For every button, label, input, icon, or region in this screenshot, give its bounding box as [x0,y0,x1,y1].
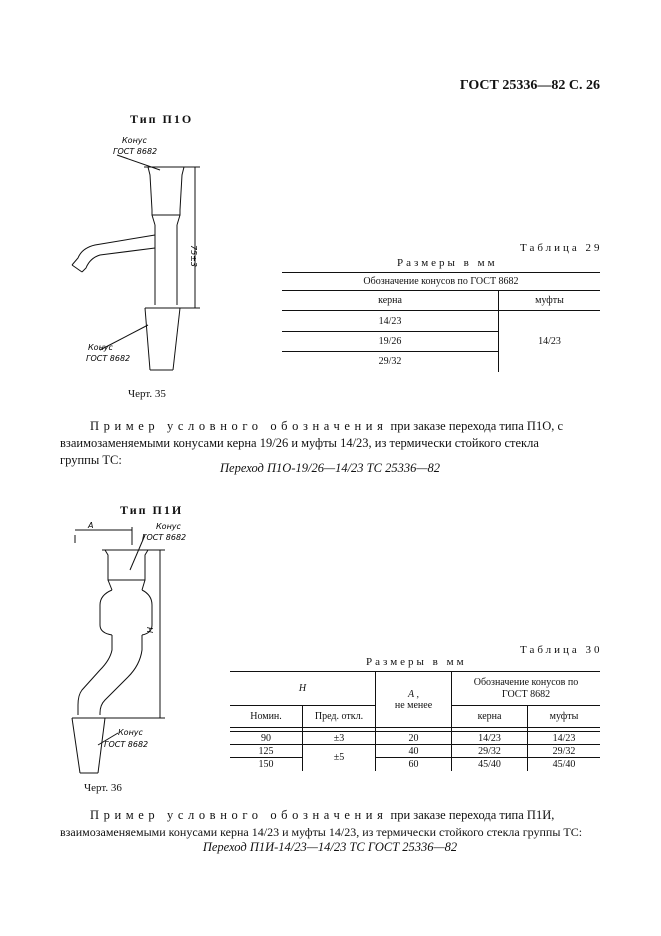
figure-caption-35: Черт. 35 [128,388,166,400]
drawing2-dim-a: A [88,521,94,530]
example-text-2b: взаимозаменяемыми конусами керна 14/23 и муфты 14/23, из термически стойкого стекла группы ТС: [60,825,583,839]
page-header: ГОСТ 25336—82 С. 26 [459,78,600,93]
example-text-1c: группы ТС: [60,453,122,467]
table-30 [230,671,600,771]
table-30-h-header: H [230,672,376,706]
example-text-2a: при заказе перехода типа П1И, [387,808,555,822]
table-30-col-kerna: керна [452,706,528,728]
drawing2-label-top-2: ГОСТ 8682 [142,533,187,542]
table-30-r2-kerna: 45/40 [452,758,528,771]
table-30-r1-a: 40 [376,745,452,758]
drawing1-label-top-1: Конус [122,136,147,145]
table-30-r0-kerna: 14/23 [452,732,528,745]
table-29-col-mufty: муфты [499,291,601,311]
table-30-col-mufty: муфты [528,706,601,728]
table-29-kerna-2: 29/32 [282,352,499,372]
table-30-title: Таблица 30 [520,644,603,656]
table-30-r0-a: 20 [376,732,452,745]
example-paragraph-2 [60,807,600,841]
designation-1: Переход П1О-19/26—14/23 ТС 25336—82 [220,461,440,475]
table-30-r2-a: 60 [376,758,452,771]
table-30-r1-nom: 125 [230,745,303,758]
table-29-kerna-0: 14/23 [282,311,499,332]
table-30-r0-nom: 90 [230,732,303,745]
table-30-col-nom: Номин. [230,706,303,728]
drawing-p1o [60,130,220,380]
table-29 [282,272,600,372]
table-row [230,745,600,758]
table-30-a-header-2: не менее [394,699,433,711]
table-30-r0-pred: ±3 [303,732,376,745]
table-30-r1-pred: ±5 [303,745,376,771]
table-30-r2-nom: 150 [230,758,303,771]
drawing1-label-bottom-2: ГОСТ 8682 [86,354,131,363]
designation-2: Переход П1И-14/23—14/23 ТС ГОСТ 25336—82 [202,840,458,854]
drawing1-label-bottom-1: Конус [88,343,113,352]
drawing2-dim-h: H [146,626,155,633]
table-29-kerna-1: 19/26 [282,332,499,352]
table-29-title: Таблица 29 [520,242,603,254]
drawing2-label-bottom-2: ГОСТ 8682 [104,740,149,749]
table-30-col-pred: Пред. откл. [303,706,376,728]
figure-caption-36: Черт. 36 [84,782,122,794]
table-30-r0-mufty: 14/23 [528,732,601,745]
drawing2-label-top-1: Конус [156,522,181,531]
example-text-1a: при заказе перехода типа П1О, с [387,419,564,433]
table-29-mufty: 14/23 [538,335,561,347]
table-30-r2-mufty: 45/40 [552,758,576,770]
table-30-group-header-2: ГОСТ 8682 [501,688,551,700]
example-lead-1: Пример условного обозначения [90,419,388,433]
example-lead-2: Пример условного обозначения [90,808,388,822]
type-title-p1o: Тип П1О [130,112,194,126]
example-text-1b: взаимозаменяемыми конусами керна 19/26 и муфты 14/23, из термически стойкого стекла [60,436,539,450]
table-30-a-header-1: A , [408,688,419,700]
table-30-group-header-1: Обозначение конусов по [473,676,579,688]
type-title-p1i: Тип П1И [120,503,184,517]
table-30-a-header [376,672,452,728]
table-29-subtitle: Размеры в мм [397,257,498,269]
table-row [230,758,600,771]
table-29-group-header: Обозначение конусов по ГОСТ 8682 [282,273,600,291]
table-30-subtitle: Размеры в мм [366,656,467,668]
drawing1-dimension: 75±3 [189,245,198,267]
drawing2-label-bottom-1: Конус [118,728,143,737]
table-30-group-header [452,672,601,706]
table-30-r1-mufty: 29/32 [528,745,601,758]
table-row [230,732,600,745]
drawing1-label-top-2: ГОСТ 8682 [113,147,158,156]
table-30-r1-kerna: 29/32 [452,745,528,758]
drawing-p1i [60,515,200,785]
table-29-col-kerna: керна [282,291,499,311]
